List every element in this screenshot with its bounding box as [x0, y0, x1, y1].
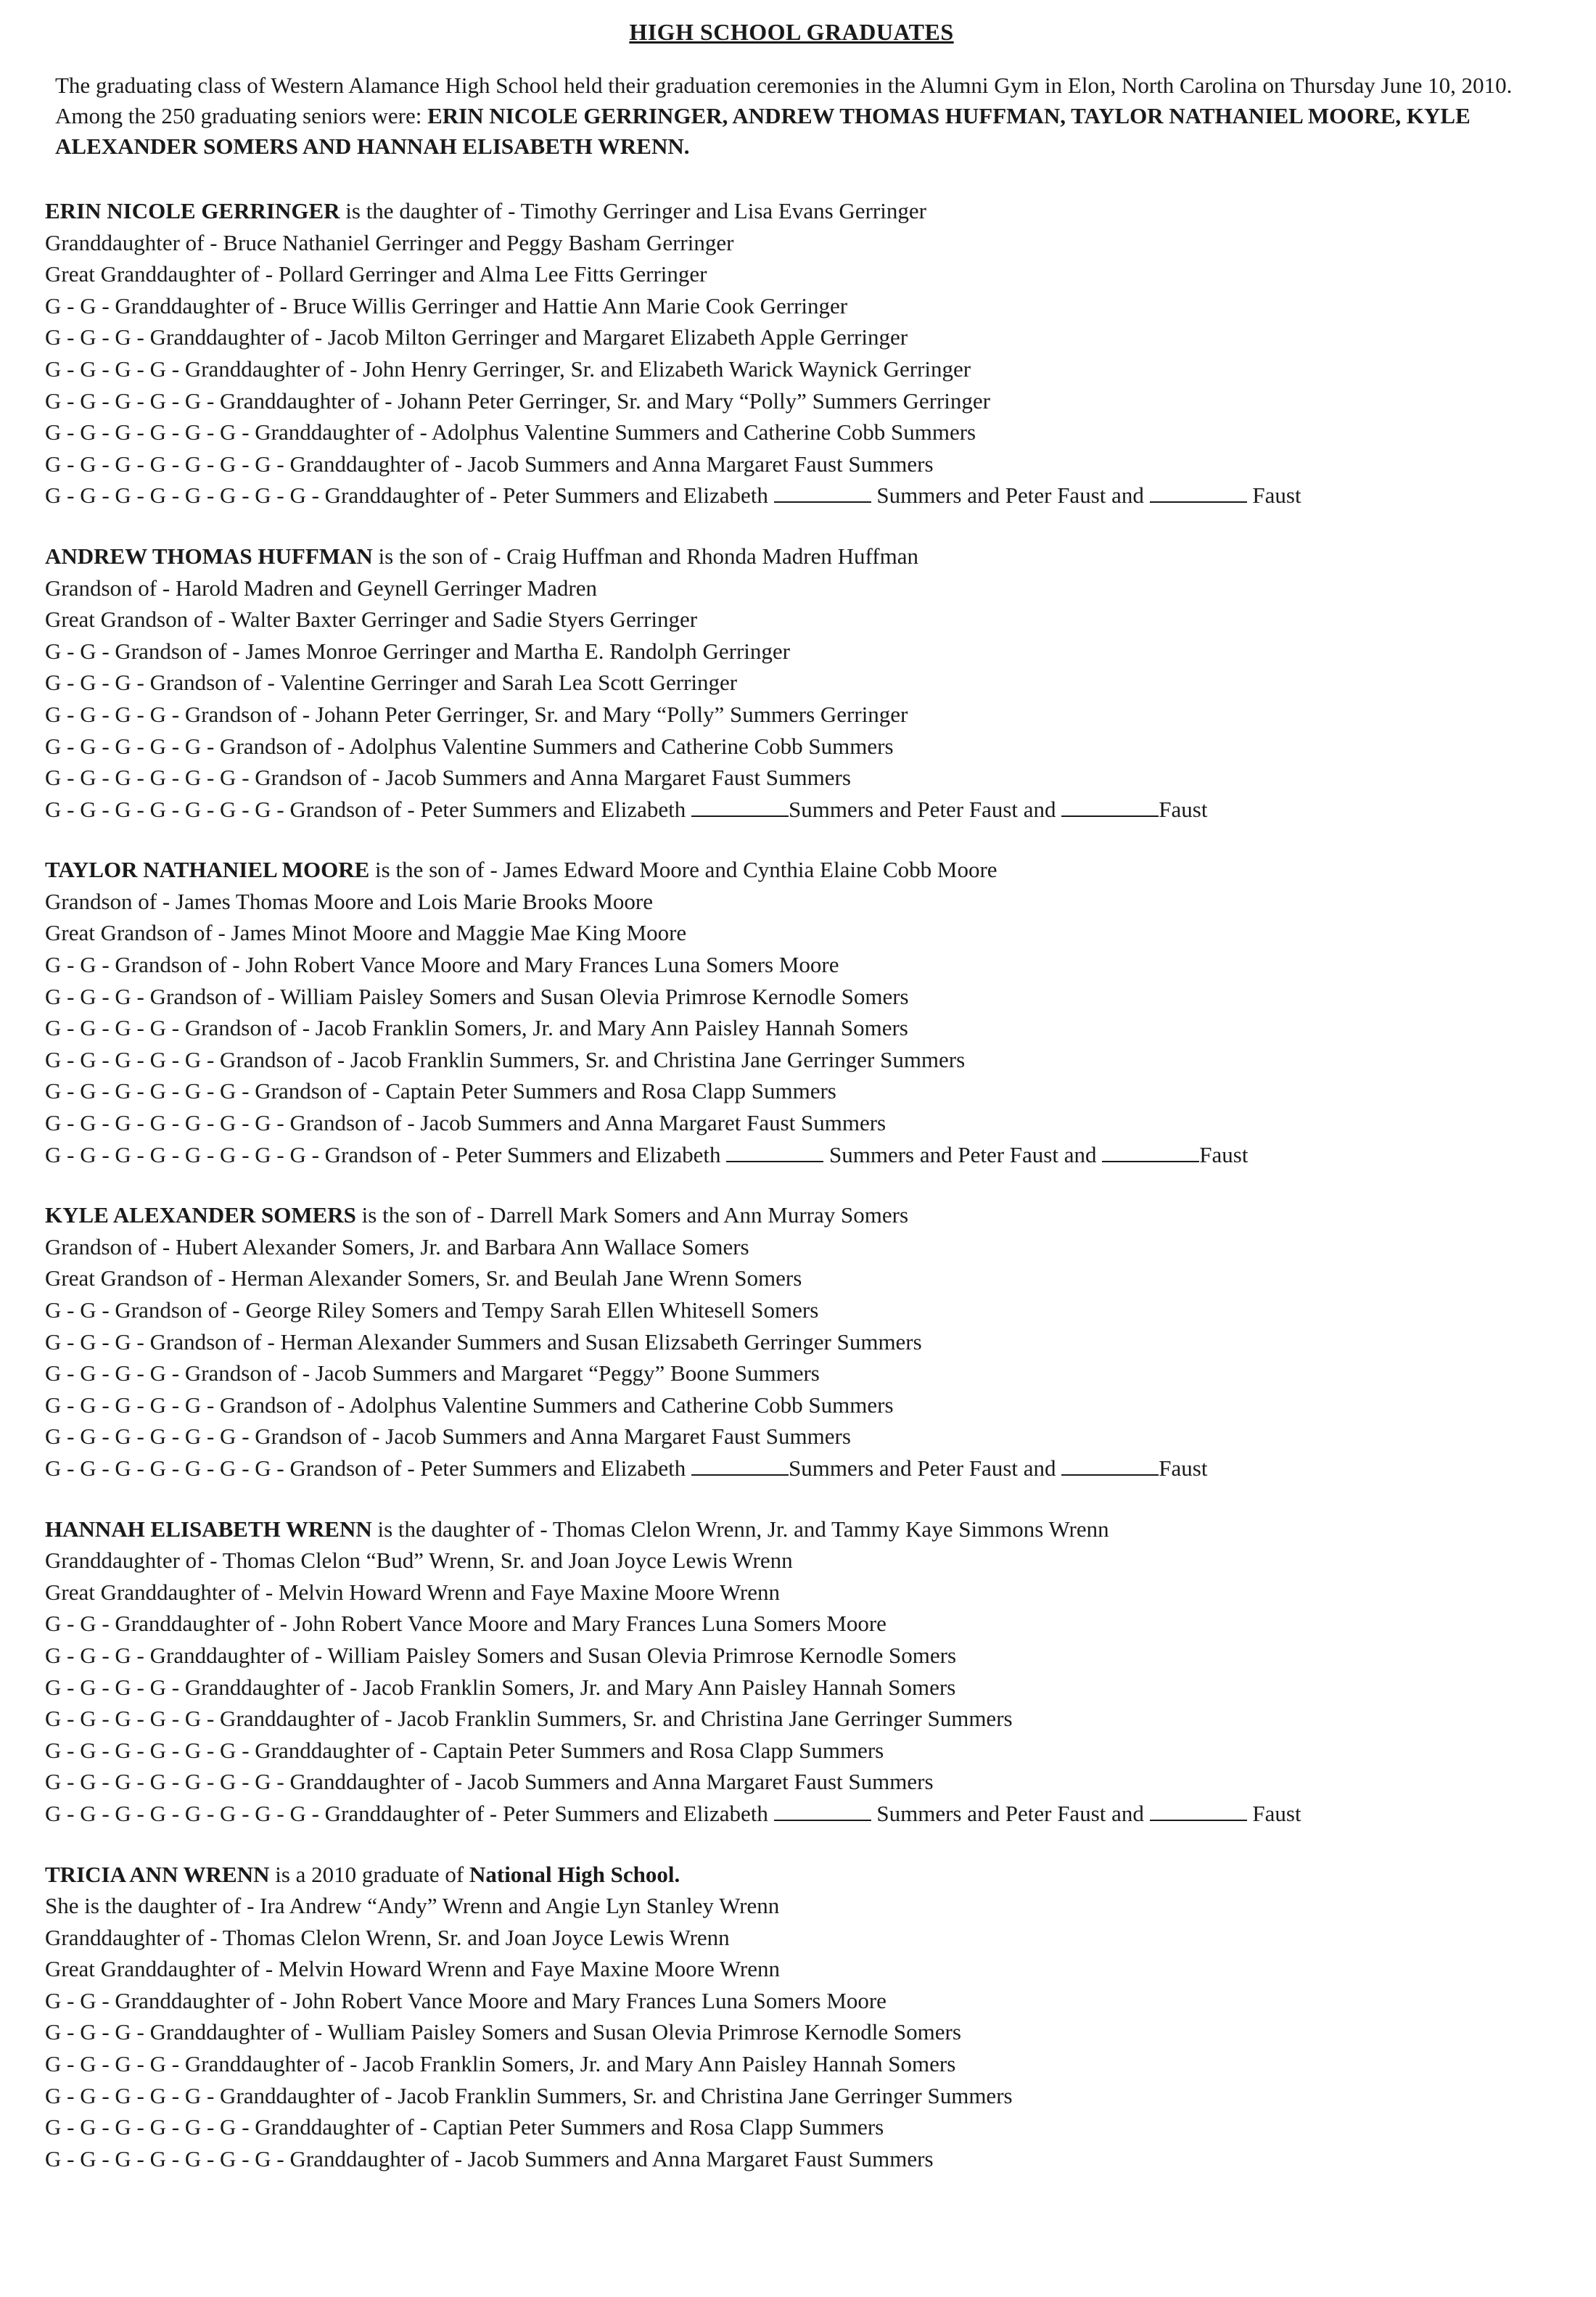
graduate-heading	[45, 854, 1538, 886]
lineage-line: G - G - G - Grandson of - Herman Alexander Summers and Susan Elizsabeth Gerringer Summers	[45, 1328, 922, 1355]
lineage-line: G - G - G - Granddaughter of - William Paisley Somers and Susan Olevia Primrose Kernodle Somers	[45, 1642, 957, 1668]
lineage-last-line	[45, 1798, 1538, 1830]
graduate-parents: is the son of - Craig Huffman and Rhonda Madren Huffman	[372, 543, 918, 569]
blank-surname	[1150, 501, 1247, 503]
intro-graduate-names: ERIN NICOLE GERRINGER, ANDREW THOMAS HUFFMAN, TAYLOR NATHANIEL MOORE, KYLE ALEXANDER SOMERS AND HANNAH ELISABETH WRENN.	[55, 103, 1470, 159]
lineage-line: G - G - G - G - G - G - Granddaughter of - Captain Peter Summers and Rosa Clapp Summers	[45, 1737, 884, 1763]
graduate-section-taylor	[45, 854, 1538, 1170]
graduate-parents: is the daughter of - Timothy Gerringer and Lisa Evans Gerringer	[340, 198, 926, 223]
lineage-line: G - G - G - G - G - G - G - Granddaughter of - Jacob Summers and Anna Margaret Faust Summers	[45, 1769, 934, 1795]
lineage-line: G - G - G - G - Grandson of - Jacob Franklin Somers, Jr. and Mary Ann Paisley Hannah Somers	[45, 1015, 908, 1041]
lineage-line: Great Granddaughter of - Pollard Gerringer and Alma Lee Fitts Gerringer	[45, 261, 707, 287]
lineage-last-line	[45, 480, 1538, 511]
lineage-text: G - G - G - G - G - G - G - Grandson of - Peter Summers and Elizabeth	[45, 1455, 692, 1481]
graduate-section-kyle	[45, 1199, 1538, 1484]
graduate-name: HANNAH ELISABETH WRENN	[45, 1516, 372, 1542]
intro-paragraph	[55, 70, 1538, 162]
lineage-line: G - G - Grandson of - George Riley Somers and Tempy Sarah Ellen Whitesell Somers	[45, 1297, 819, 1323]
blank-surname	[1102, 1160, 1199, 1162]
lineage-text: G - G - G - G - G - G - G - G - Granddaughter of - Peter Summers and Elizabeth	[45, 482, 774, 509]
graduate-section-erin	[45, 195, 1538, 511]
lineage-line: G - G - G - Granddaughter of - Jacob Milton Gerringer and Margaret Elizabeth Apple Gerringer	[45, 324, 908, 350]
lineage-line: G - G - G - G - G - G - Grandson of - Jacob Summers and Anna Margaret Faust Summers	[45, 1423, 851, 1450]
lineage-line: G - G - G - G - Grandson of - Jacob Summers and Margaret “Peggy” Boone Summers	[45, 1360, 820, 1386]
lineage-text: Faust	[1246, 1800, 1301, 1826]
document-title: HIGH SCHOOL GRADUATES	[629, 19, 954, 45]
school-name: National High School.	[469, 1861, 680, 1887]
lineage-line: G - G - Granddaughter of - John Robert Vance Moore and Mary Frances Luna Somers Moore	[45, 1611, 887, 1637]
lineage-line: G - G - G - Grandson of - William Paisley Somers and Susan Olevia Primrose Kernodle Somers	[45, 983, 909, 1009]
graduate-parents: is the daughter of - Thomas Clelon Wrenn, Jr. and Tammy Kaye Simmons Wrenn	[371, 1516, 1109, 1542]
lineage-line: Granddaughter of - Thomas Clelon “Bud” Wrenn, Sr. and Joan Joyce Lewis Wrenn	[45, 1548, 793, 1574]
graduate-note: is a 2010 graduate of	[269, 1861, 469, 1887]
blank-surname	[726, 1160, 823, 1162]
blank-surname	[691, 1474, 789, 1476]
lineage-last-line	[45, 1452, 1538, 1484]
blank-surname	[1150, 1819, 1247, 1821]
lineage-text: G - G - G - G - G - G - G - Grandson of - Peter Summers and Elizabeth	[45, 796, 692, 822]
lineage-text: Faust	[1246, 482, 1301, 509]
blank-surname	[774, 1819, 871, 1821]
lineage-line: G - G - G - G - G - G - Grandson of - Jacob Summers and Anna Margaret Faust Summers	[45, 765, 851, 791]
graduate-parents: is the son of - Darrell Mark Somers and Ann Murray Somers	[355, 1202, 909, 1228]
graduate-heading	[45, 541, 1538, 572]
lineage-line: G - G - G - G - G - Grandson of - Adolphus Valentine Summers and Catherine Cobb Summers	[45, 1392, 894, 1418]
lineage-line: Grandson of - James Thomas Moore and Lois Marie Brooks Moore	[45, 888, 653, 914]
graduate-name: KYLE ALEXANDER SOMERS	[45, 1202, 356, 1228]
lineage-line: Granddaughter of - Bruce Nathaniel Gerringer and Peggy Basham Gerringer	[45, 229, 734, 255]
lineage-text: G - G - G - G - G - G - G - G - Granddaughter of - Peter Summers and Elizabeth	[45, 1800, 774, 1826]
blank-surname	[774, 501, 871, 503]
lineage-line: G - G - G - G - Grandson of - Johann Peter Gerringer, Sr. and Mary “Polly” Summers Gerringer	[45, 701, 908, 727]
lineage-line: G - G - G - G - Granddaughter of - John Henry Gerringer, Sr. and Elizabeth Warick Waynick Gerringer	[45, 356, 971, 382]
graduate-section-tricia	[45, 1859, 1538, 2175]
lineage-last-line	[45, 794, 1538, 826]
blank-surname	[1061, 815, 1159, 817]
lineage-line: G - G - G - G - G - G - G - Granddaughter of - Jacob Summers and Anna Margaret Faust Summers	[45, 2145, 934, 2171]
lineage-line: G - G - G - G - G - G - Granddaughter of - Captian Peter Summers and Rosa Clapp Summers	[45, 2114, 884, 2140]
graduate-heading	[45, 1859, 1538, 1891]
graduate-parents: is the son of - James Edward Moore and Cynthia Elaine Cobb Moore	[369, 857, 998, 883]
lineage-line: G - G - G - G - G - Granddaughter of - Jacob Franklin Summers, Sr. and Christina Jane Gerringer Summers	[45, 1706, 1013, 1732]
graduate-name: ANDREW THOMAS HUFFMAN	[45, 543, 373, 569]
lineage-text: Summers and Peter Faust and	[823, 1141, 1103, 1167]
lineage-text: Faust	[1159, 796, 1208, 822]
lineage-line: G - G - G - Granddaughter of - Wulliam Paisley Somers and Susan Olevia Primrose Kernodle Somers	[45, 2019, 961, 2045]
lineage-last-line	[45, 1139, 1538, 1171]
lineage-line: Grandson of - Harold Madren and Geynell Gerringer Madren	[45, 575, 597, 601]
lineage-line: G - G - G - G - G - Granddaughter of - Johann Peter Gerringer, Sr. and Mary “Polly” Summers Gerringer	[45, 387, 990, 414]
lineage-line: G - G - G - G - G - G - G - Granddaughter of - Jacob Summers and Anna Margaret Faust Summers	[45, 451, 934, 477]
graduate-heading	[45, 1199, 1538, 1231]
lineage-line: G - G - G - G - Granddaughter of - Jacob Franklin Somers, Jr. and Mary Ann Paisley Hannah Somers	[45, 2051, 956, 2077]
lineage-line: She is the daughter of - Ira Andrew “Andy” Wrenn and Angie Lyn Stanley Wrenn	[45, 1893, 780, 1919]
lineage-line: G - G - G - G - G - G - G - Grandson of - Jacob Summers and Anna Margaret Faust Summers	[45, 1110, 887, 1136]
lineage-line: G - G - Granddaughter of - Bruce Willis Gerringer and Hattie Ann Marie Cook Gerringer	[45, 292, 848, 319]
lineage-line: Great Granddaughter of - Melvin Howard Wrenn and Faye Maxine Moore Wrenn	[45, 1956, 781, 1982]
lineage-line: G - G - Granddaughter of - John Robert Vance Moore and Mary Frances Luna Somers Moore	[45, 1987, 887, 2013]
lineage-line: Great Granddaughter of - Melvin Howard Wrenn and Faye Maxine Moore Wrenn	[45, 1579, 781, 1605]
intro-text: The graduating class of Western Alamance High School held their graduation ceremonies in the Alumni Gym in Elon, North Carolina on Thursday June 10, 2010. Among the 250 graduating seniors were:	[55, 73, 1513, 128]
lineage-line: G - G - G - G - G - Granddaughter of - Jacob Franklin Summers, Sr. and Christina Jane Gerringer Summers	[45, 2082, 1013, 2108]
lineage-line: Great Grandson of - Walter Baxter Gerringer and Sadie Styers Gerringer	[45, 607, 698, 633]
lineage-line: G - G - G - G - G - Grandson of - Adolphus Valentine Summers and Catherine Cobb Summers	[45, 733, 894, 759]
lineage-line: G - G - G - G - G - G - Grandson of - Captain Peter Summers and Rosa Clapp Summers	[45, 1078, 836, 1104]
lineage-text: G - G - G - G - G - G - G - G - Grandson of - Peter Summers and Elizabeth	[45, 1141, 727, 1167]
lineage-text: Summers and Peter Faust and	[871, 482, 1150, 509]
graduate-name: TRICIA ANN WRENN	[45, 1861, 270, 1887]
lineage-text: Summers and Peter Faust and	[789, 1455, 1062, 1481]
blank-surname	[691, 815, 789, 817]
graduate-heading	[45, 195, 1538, 227]
lineage-text: Faust	[1199, 1141, 1249, 1167]
lineage-line: G - G - G - Grandson of - Valentine Gerringer and Sarah Lea Scott Gerringer	[45, 670, 738, 696]
lineage-line: Granddaughter of - Thomas Clelon Wrenn, Sr. and Joan Joyce Lewis Wrenn	[45, 1924, 730, 1950]
graduate-section-hannah	[45, 1513, 1538, 1830]
lineage-line: G - G - Grandson of - John Robert Vance Moore and Mary Frances Luna Somers Moore	[45, 952, 839, 978]
lineage-line: G - G - G - G - G - Grandson of - Jacob Franklin Summers, Sr. and Christina Jane Gerringer Summers	[45, 1046, 966, 1072]
blank-surname	[1061, 1474, 1159, 1476]
lineage-line: G - G - Grandson of - James Monroe Gerringer and Martha E. Randolph Gerringer	[45, 638, 790, 664]
lineage-line: Grandson of - Hubert Alexander Somers, Jr. and Barbara Ann Wallace Somers	[45, 1233, 749, 1260]
lineage-line: G - G - G - G - Granddaughter of - Jacob Franklin Somers, Jr. and Mary Ann Paisley Hannah Somers	[45, 1674, 956, 1700]
lineage-text: Summers and Peter Faust and	[871, 1800, 1150, 1826]
graduate-heading	[45, 1513, 1538, 1545]
graduate-name: TAYLOR NATHANIEL MOORE	[45, 857, 370, 883]
lineage-text: Faust	[1159, 1455, 1208, 1481]
lineage-line: G - G - G - G - G - G - Granddaughter of - Adolphus Valentine Summers and Catherine Cobb Summers	[45, 419, 976, 445]
lineage-line: Great Grandson of - Herman Alexander Somers, Sr. and Beulah Jane Wrenn Somers	[45, 1265, 802, 1291]
graduate-name: ERIN NICOLE GERRINGER	[45, 198, 340, 223]
lineage-line: Great Grandson of - James Minot Moore and Maggie Mae King Moore	[45, 920, 687, 946]
graduate-section-andrew	[45, 541, 1538, 825]
lineage-text: Summers and Peter Faust and	[789, 796, 1062, 822]
